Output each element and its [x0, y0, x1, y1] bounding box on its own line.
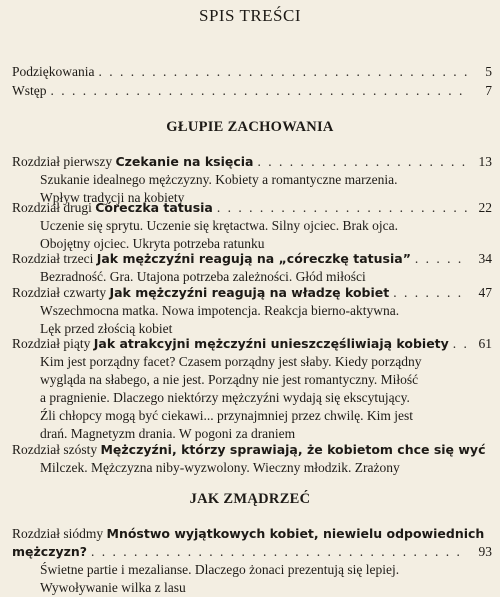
dot-leader — [91, 542, 468, 561]
dot-leader — [258, 152, 469, 171]
chapter-prefix: Rozdział szósty — [12, 442, 98, 457]
chapter-prefix: Rozdział pierwszy — [12, 154, 113, 169]
toc-chapter-continued — [12, 542, 492, 561]
chapter-topics: Obojętny ojciec. Ukryta potrzeba ratunku — [40, 236, 265, 251]
toc-chapter — [12, 334, 492, 353]
chapter-topics: Milczek. Mężczyzna niby-wyzwolony. Wieczny młodzik. Zrażony — [40, 460, 400, 475]
chapter-title: Córeczka tatusia — [95, 200, 213, 215]
chapter-topics: Źli chłopcy mogą być ciekawi... przynajmniej przez chwilę. Kim jest — [40, 408, 413, 423]
dot-leader — [217, 198, 468, 217]
chapter-title: Mnóstwo wyjątkowych kobiet, niewielu odpowiednich — [106, 526, 485, 541]
chapter-topics: drań. Magnetyzm drania. W pogoni za draniem — [40, 426, 296, 441]
chapter-topics: Lęk przed złością kobiet — [40, 321, 173, 336]
chapter-title: Czekanie na księcia — [115, 154, 254, 169]
chapter-page: 22 — [478, 200, 492, 215]
dot-leader — [51, 81, 469, 100]
chapter-topics: Bezradność. Gra. Utajona potrzeba zależności. Głód miłości — [40, 269, 366, 284]
toc-entry-acknowledgements — [12, 62, 492, 81]
chapter-prefix: Rozdział trzeci — [12, 251, 94, 266]
chapter-topics: Wszechmocna matka. Nowa impotencja. Reakcja bierno-aktywna. — [40, 303, 400, 318]
dot-leader — [98, 62, 468, 81]
toc-chapter — [12, 152, 492, 171]
toc-chapter — [12, 440, 492, 459]
chapter-topics: Wpływ tradycji na kobiety — [40, 190, 185, 205]
chapter-topics: wygląda na słabego, a nie jest. Porządny nie jest romantyczny. Miłość — [40, 372, 419, 387]
chapter-prefix: Rozdział siódmy — [12, 526, 104, 541]
chapter-topics: Uczenie się sprytu. Uczenie się krętactwa. Silny ojciec. Brak ojca. — [40, 218, 398, 233]
chapter-title: Jak atrakcyjni mężczyźni unieszczęśliwiają kobiety — [93, 336, 449, 351]
toc-chapter — [12, 198, 492, 217]
chapter-topics: Kim jest porządny facet? Czasem porządny jest słaby. Kiedy porządny — [40, 354, 422, 369]
chapter-topics: a pragnienie. Dlaczego niektórzy mężczyźni wydają się ekscytujący. — [40, 390, 410, 405]
dot-leader — [415, 249, 468, 268]
toc-chapter — [12, 524, 492, 543]
toc-chapter — [12, 283, 492, 302]
entry-page: 7 — [485, 83, 492, 98]
chapter-page: 47 — [478, 285, 492, 300]
entry-label: Wstęp — [12, 83, 47, 98]
chapter-topics: Świetne partie i mezalianse. Dlaczego żonaci prezentują się lepiej. — [40, 562, 400, 577]
chapter-title: Jak mężczyźni reagują na władzę kobiet — [109, 285, 390, 300]
chapter-prefix: Rozdział czwarty — [12, 285, 107, 300]
chapter-page: 93 — [478, 544, 492, 559]
section-heading: GŁUPIE ZACHOWANIA — [166, 119, 334, 135]
chapter-title: mężczyzn? — [12, 544, 88, 559]
chapter-page: 61 — [478, 336, 492, 351]
chapter-topics: Wywoływanie wilka z lasu — [40, 580, 186, 595]
toc-chapter — [12, 249, 492, 268]
page-title: SPIS TREŚCI — [198, 6, 302, 25]
chapter-topics: Szukanie idealnego mężczyzny. Kobiety a romantyczne marzenia. — [40, 172, 398, 187]
entry-label: Podziękowania — [12, 64, 95, 79]
chapter-title: Mężczyźni, którzy sprawiają, że kobietom chce się wyć — [100, 442, 486, 457]
chapter-page: 34 — [478, 251, 492, 266]
chapter-title: Jak mężczyźni reagują na „córeczkę tatusia” — [96, 251, 411, 266]
section-heading: JAK ZMĄDRZEĆ — [189, 491, 311, 507]
entry-page: 5 — [485, 64, 492, 79]
chapter-prefix: Rozdział piąty — [12, 336, 91, 351]
chapter-prefix: Rozdział drugi — [12, 200, 92, 215]
dot-leader — [393, 283, 468, 302]
chapter-page: 13 — [478, 154, 492, 169]
dot-leader — [453, 334, 468, 353]
toc-entry-intro — [12, 81, 492, 100]
